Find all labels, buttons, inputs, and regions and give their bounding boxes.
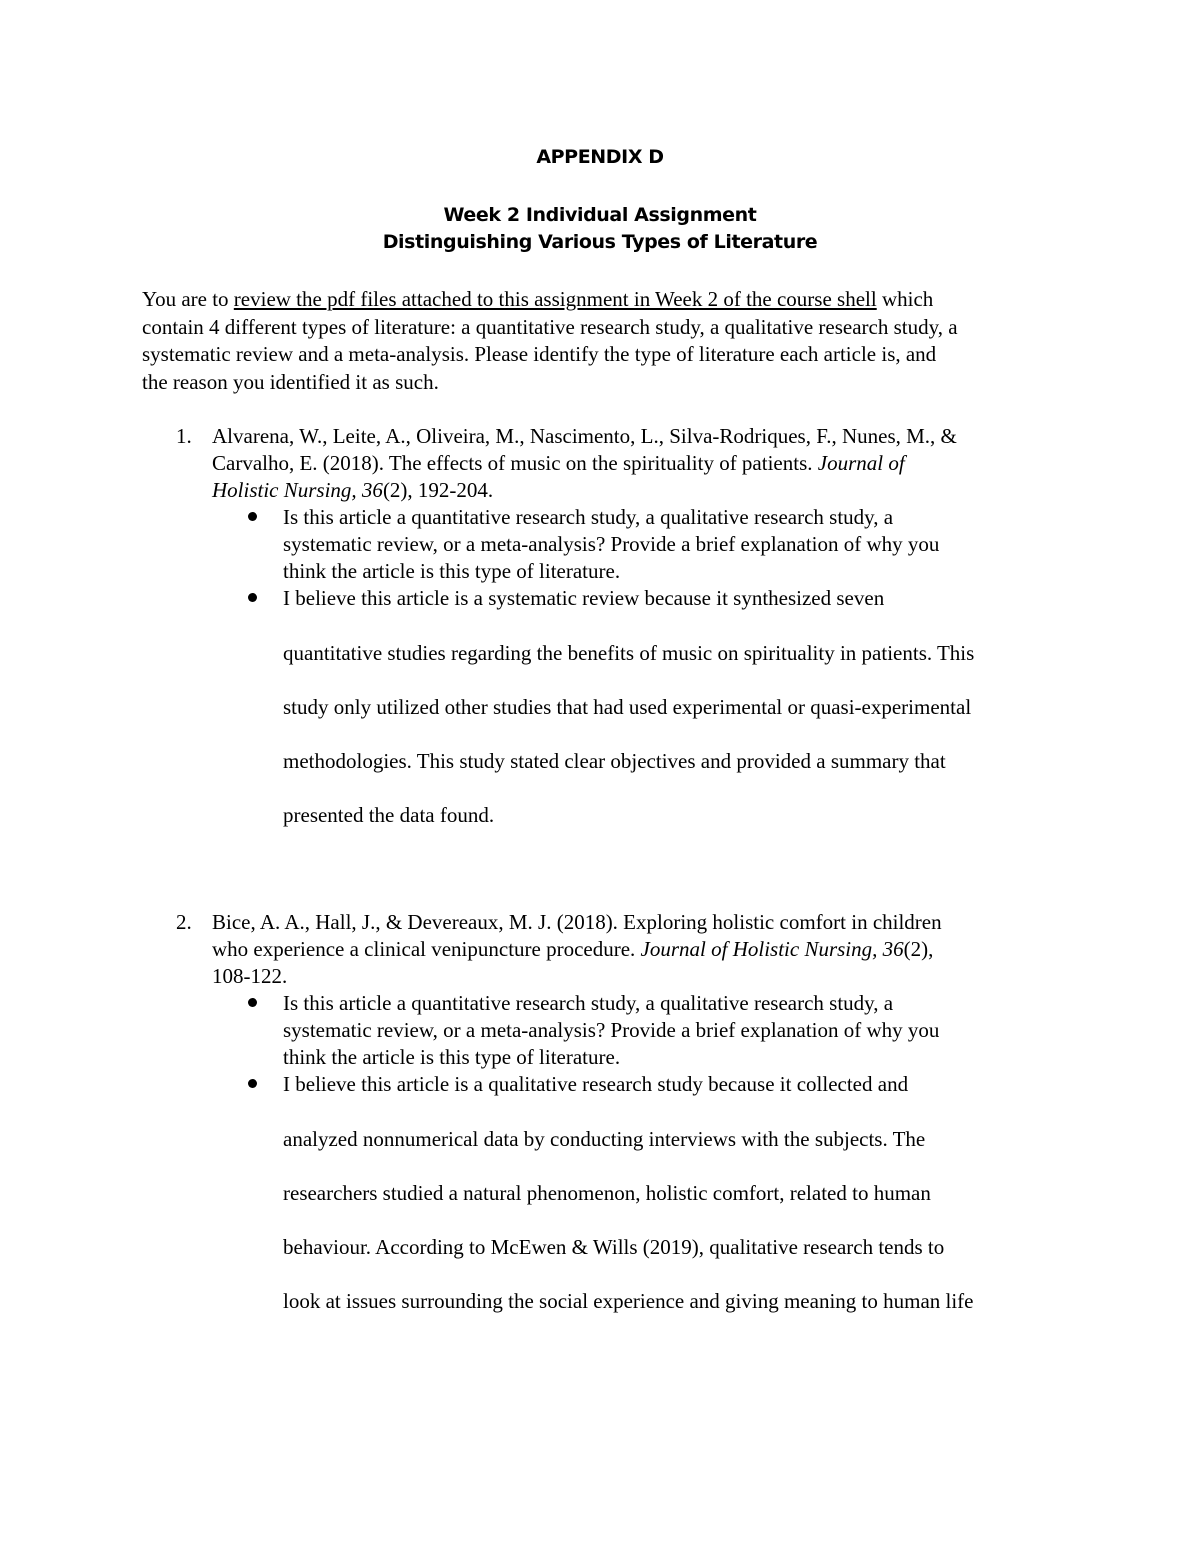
item-1-answer-line-2: quantitative studies regarding the benefits of music on spirituality in patients. This xyxy=(283,641,975,665)
intro-underlined-instruction: review the pdf files attached to this assignment in Week 2 of the course shell xyxy=(233,287,877,311)
item-2-citation-text: who experience a clinical venipuncture procedure. xyxy=(212,937,641,961)
item-1-citation-text: Carvalho, E. (2018). The effects of music on the spirituality of patients. xyxy=(212,451,818,475)
item-2-answer-line-4: behaviour. According to McEwen & Wills (2019), qualitative research tends to xyxy=(283,1235,945,1259)
item-1-answer-line-4: methodologies. This study stated clear objectives and provided a summary that xyxy=(283,749,946,773)
assignment-title: Week 2 Individual Assignment xyxy=(443,204,757,226)
item-1-citation-line-2 xyxy=(212,450,905,477)
item-1-question-bullet xyxy=(248,512,257,521)
intro-line-2: contain 4 different types of literature: a quantitative research study, a qualitative research study, a xyxy=(142,315,958,339)
item-2-question-line-1: Is this article a quantitative research study, a qualitative research study, a xyxy=(283,991,894,1015)
item-2-number: 2. xyxy=(176,910,192,934)
intro-line-4: the reason you identified it as such. xyxy=(142,370,439,394)
item-1-citation-line-3 xyxy=(212,477,493,504)
page-title: APPENDIX D xyxy=(536,146,664,168)
item-2-answer-line-5: look at issues surrounding the social experience and giving meaning to human life xyxy=(283,1289,974,1313)
intro-prefix: You are to xyxy=(142,287,234,311)
item-2-issue: (2), xyxy=(903,937,934,961)
item-2-citation-line-3: 108-122. xyxy=(212,964,288,988)
item-1-number: 1. xyxy=(176,424,192,448)
item-2-citation-line-1: Bice, A. A., Hall, J., & Devereaux, M. J. (2018). Exploring holistic comfort in children xyxy=(212,910,942,934)
item-2-answer-bullet xyxy=(248,1079,257,1088)
item-1-question-line-3: think the article is this type of literature. xyxy=(283,559,621,583)
assignment-subtitle: Distinguishing Various Types of Literature xyxy=(382,231,818,253)
item-2-answer-line-3: researchers studied a natural phenomenon, holistic comfort, related to human xyxy=(283,1181,931,1205)
item-1-citation-line-1: Alvarena, W., Leite, A., Oliveira, M., Nascimento, L., Silva-Rodriques, F., Nunes, M., & xyxy=(212,424,957,448)
item-1-answer-line-5: presented the data found. xyxy=(283,803,495,827)
intro-suffix: which xyxy=(876,287,934,311)
item-1-journal-volume: Holistic Nursing, 36 xyxy=(212,478,383,502)
item-1-answer-line-1: I believe this article is a systematic review because it synthesized seven xyxy=(283,586,885,610)
intro-line-3: systematic review and a meta-analysis. Please identify the type of literature each article is, and xyxy=(142,342,937,366)
intro-line-1 xyxy=(142,286,933,313)
item-1-answer-bullet xyxy=(248,593,257,602)
item-2-citation-line-2 xyxy=(212,936,933,963)
item-2-answer-line-1: I believe this article is a qualitative research study because it collected and xyxy=(283,1072,909,1096)
item-2-question-line-3: think the article is this type of literature. xyxy=(283,1045,621,1069)
item-1-question-line-1: Is this article a quantitative research study, a qualitative research study, a xyxy=(283,505,894,529)
item-2-journal-name: Journal of Holistic Nursing, 36 xyxy=(640,937,904,961)
item-1-journal-name: Journal of xyxy=(817,451,905,475)
item-1-pages: (2), 192-204. xyxy=(382,478,494,502)
item-2-answer-line-2: analyzed nonnumerical data by conducting interviews with the subjects. The xyxy=(283,1127,926,1151)
item-2-question-line-2: systematic review, or a meta-analysis? Provide a brief explanation of why you xyxy=(283,1018,940,1042)
item-1-question-line-2: systematic review, or a meta-analysis? Provide a brief explanation of why you xyxy=(283,532,940,556)
item-2-question-bullet xyxy=(248,998,257,1007)
item-1-answer-line-3: study only utilized other studies that had used experimental or quasi-experimental xyxy=(283,695,972,719)
